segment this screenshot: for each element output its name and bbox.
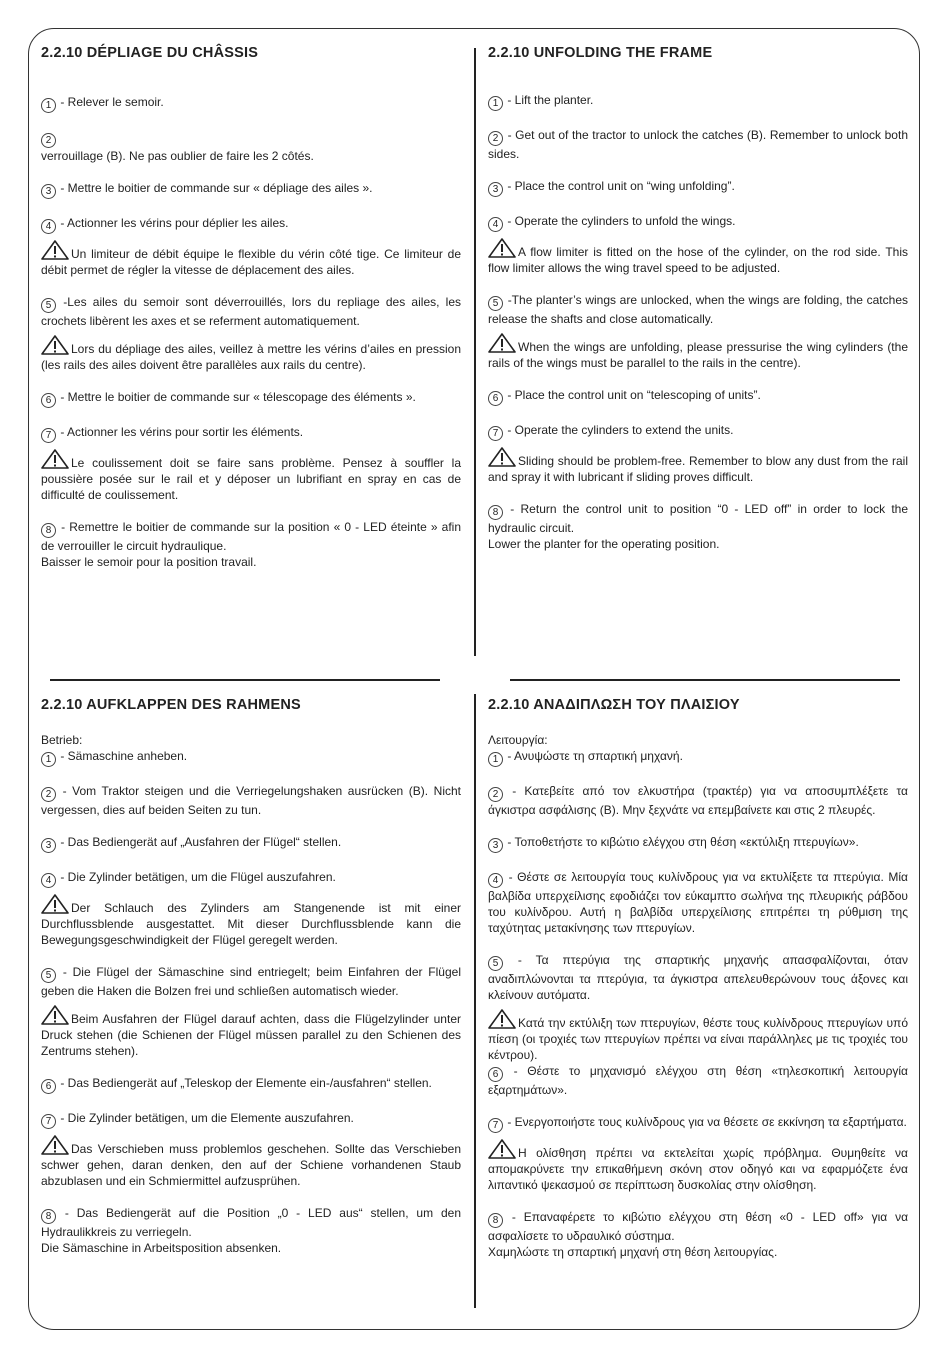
warning-text: Beim Ausfahren der Flügel darauf achten, dass die Flügelzylinder unter Druck stehen (die Schienen der Flügel müssen parallel zu den Schienen des Zentrums stehen). <box>41 1012 461 1058</box>
step-number-5: 5 <box>488 296 503 311</box>
warning-text: Un limiteur de débit équipe le flexible du vérin côté tige. Ce limiteur de débit permet de régler la vitesse de déplacement des ailes. <box>41 247 461 277</box>
step-7: - Operate the cylinders to extend the units. <box>507 423 734 437</box>
warning-icon <box>41 449 69 469</box>
warning-icon <box>488 447 516 467</box>
step-number-7: 7 <box>41 1114 56 1129</box>
step-number-5: 5 <box>488 956 503 971</box>
warning-text: Das Verschieben muss problemlos geschehen. Sollte das Verschieben schwer gehen, daran denken, den auf der Schiene vorhandenen Staub abzublasen und ein Schmiermittel aufzusprühen. <box>41 1142 461 1188</box>
warning-icon <box>41 894 69 914</box>
step-1: - Lift the planter. <box>507 93 594 107</box>
step-4: - Θέστε σε λειτουργία τους κυλίνδρους για να εκτυλίξετε τα πτερύγια. Μία βαλβίδα υπερχείλισης εφοδιάζει τον εύκαμπτο σωλήνα της πλευρικής ράβδου του κυλίνδρου. Αυτή η βαλβίδα υπερχείλισης επιτρέπει τη ρύθμιση της ταχύτητας μετακίνησης των πτερυγίων. <box>488 870 908 935</box>
step-1: - Relever le semoir. <box>60 95 164 109</box>
step-number-3: 3 <box>488 182 503 197</box>
step-2: - Get out of the tractor to unlock the catches (B). Remember to unlock both sides. <box>488 128 908 161</box>
step-7: - Actionner les vérins pour sortir les éléments. <box>60 425 304 439</box>
step-8-note: Lower the planter for the operating position. <box>488 537 720 551</box>
step-number-5: 5 <box>41 968 56 983</box>
warning-text: Η ολίσθηση πρέπει να εκτελείται χωρίς πρόβλημα. Θυμηθείτε να απομακρύνετε την επικαθήμενη σκόνη στον οδηγό και να εφαρμόζετε ένα λιπαντικό ψεκασμού σε περίπτωση δυσκολίας στην ολίσθηση. <box>488 1146 908 1192</box>
step-4: - Die Zylinder betätigen, um die Flügel auszufahren. <box>60 870 336 884</box>
step-8: - Remettre le boitier de commande sur la position « 0 - LED éteinte » afin de verrouiller le circuit hydraulique. <box>41 520 461 553</box>
step-8-note: Die Sämaschine in Arbeitsposition absenken. <box>41 1241 282 1255</box>
step-number-4: 4 <box>488 873 503 888</box>
step-number-2: 2 <box>41 133 56 148</box>
step-4: - Actionner les vérins pour déplier les ailes. <box>60 216 289 230</box>
warning-text: A flow limiter is fitted on the hose of the cylinder, on the rod side. This flow limiter allows the wing travel speed to be adjusted. <box>488 245 908 275</box>
step-5: -Les ailes du semoir sont déverrouillés, lors du repliage des ailes, les crochets libèrent les axes et se referment automatiquement. <box>41 295 461 328</box>
step-6: - Das Bediengerät auf „Teleskop der Elemente ein-/ausfahren“ stellen. <box>60 1076 432 1090</box>
step-number-7: 7 <box>488 1118 503 1133</box>
step-number-6: 6 <box>41 1079 56 1094</box>
section-title: 2.2.10 UNFOLDING THE FRAME <box>488 45 713 61</box>
step-number-2: 2 <box>41 787 56 802</box>
warning-icon <box>41 1135 69 1155</box>
step-number-8: 8 <box>488 1213 503 1228</box>
step-number-2: 2 <box>488 787 503 802</box>
step-4: - Operate the cylinders to unfold the wings. <box>507 214 736 228</box>
warning-text: Κατά την εκτύλιξη των πτερυγίων, θέστε τους κυλίνδρους πτερυγίων υπό πίεση (οι τροχιές των πτερυγίων πρέπει να είναι παράλληλες με τις τροχιές του κέντρου). <box>488 1016 908 1062</box>
step-2: - Κατεβείτε από τον ελκυστήρα (τρακτέρ) για να αποσυμπλέξετε τα άγκιστρα ασφάλισης (B). Μην ξεχνάτε να επεμβαίνετε και στις 2 πλευρές. <box>488 784 908 817</box>
step-number-2: 2 <box>488 131 503 146</box>
warning-icon <box>488 333 516 353</box>
step-number-4: 4 <box>41 219 56 234</box>
step-3: - Mettre le boitier de commande sur « dépliage des ailes ». <box>60 181 373 195</box>
column-divider-top <box>474 48 476 656</box>
step-8: - Επαναφέρετε το κιβώτιο ελέγχου στη θέση «0 - LED off» για να ασφαλίσετε το υδραυλικό σύστημα. <box>488 1210 908 1243</box>
step-5: -The planter’s wings are unlocked, when the wings are folding, the catches release the shafts and close automatically. <box>488 293 908 326</box>
step-number-1: 1 <box>488 96 503 111</box>
step-number-3: 3 <box>41 184 56 199</box>
warning-icon <box>41 1005 69 1025</box>
step-2: verrouillage (B). Ne pas oublier de faire les 2 côtés. <box>41 149 314 163</box>
step-3: - Τοποθετήστε το κιβώτιο ελέγχου στη θέση «εκτύλιξη πτερυγίων». <box>507 835 859 849</box>
step-number-6: 6 <box>41 393 56 408</box>
step-number-8: 8 <box>488 505 503 520</box>
intro-label: Λειτουργία: <box>488 733 548 747</box>
warning-icon <box>488 1139 516 1159</box>
step-number-1: 1 <box>41 98 56 113</box>
warning-text: Der Schlauch des Zylinders am Stangenende ist mit einer Durchflussblende ausgestattet. Mit dieser Durchflussblende kann die Bewegungsgeschwindigkeit der Flügel geregelt werden. <box>41 901 461 947</box>
step-number-1: 1 <box>488 752 503 767</box>
step-7: - Ενεργοποιήστε τους κυλίνδρους για να θέσετε σε εκκίνηση τα εξαρτήματα. <box>507 1115 907 1129</box>
step-8-note: Baisser le semoir pour la position travail. <box>41 555 257 569</box>
step-number-6: 6 <box>488 391 503 406</box>
step-3: - Das Bediengerät auf „Ausfahren der Flügel“ stellen. <box>60 835 342 849</box>
step-8: - Das Bediengerät auf die Position „0 - LED aus“ stellen, um den Hydraulikkreis zu verriegeln. <box>41 1206 461 1239</box>
step-number-8: 8 <box>41 523 56 538</box>
column-divider-bottom <box>474 694 476 1308</box>
warning-icon <box>488 238 516 258</box>
section-divider-right <box>510 679 900 681</box>
section-divider-left <box>50 679 440 681</box>
section-french <box>41 44 461 586</box>
step-1: - Ανυψώστε τη σπαρτική μηχανή. <box>507 749 683 763</box>
section-greek <box>488 696 908 1276</box>
step-number-5: 5 <box>41 298 56 313</box>
step-number-7: 7 <box>488 426 503 441</box>
step-1: - Sämaschine anheben. <box>60 749 188 763</box>
warning-icon <box>41 240 69 260</box>
step-7: - Die Zylinder betätigen, um die Elemente auszufahren. <box>60 1111 354 1125</box>
warning-text: Le coulissement doit se faire sans problème. Pensez à souffler la poussière posée sur le rail et y déposer un lubrifiant en spray en cas de difficulté de coulissement. <box>41 456 461 502</box>
step-5: - Τα πτερύγια της σπαρτικής μηχανής απασφαλίζονται, όταν αναδιπλώνονται τα πτερύγια, τα άγκιστρα απελευθερώνουν τους άξονες και κλείνουν αυτόματα. <box>488 953 908 1002</box>
step-5: - Die Flügel der Sämaschine sind entriegelt; beim Einfahren der Flügel geben die Haken die Bolzen frei und schließen automatisch wieder. <box>41 965 461 998</box>
section-title: 2.2.10 AUFKLAPPEN DES RAHMENS <box>41 697 301 713</box>
warning-text: Sliding should be problem-free. Remember to blow any dust from the rail and spray it with lubricant if sliding proves difficult. <box>488 454 908 484</box>
section-title: 2.2.10 ΑΝΑΔΙΠΛΩΣΗ ΤΟΥ ΠΛΑΙΣΙΟΥ <box>488 697 740 713</box>
step-number-7: 7 <box>41 428 56 443</box>
warning-icon <box>488 1009 516 1029</box>
step-3: - Place the control unit on “wing unfolding”. <box>507 179 735 193</box>
step-number-3: 3 <box>488 838 503 853</box>
step-number-8: 8 <box>41 1209 56 1224</box>
warning-text: When the wings are unfolding, please pressurise the wing cylinders (the rails of the wings must be parallel to the rails in the centre). <box>488 340 908 370</box>
section-german <box>41 696 461 1272</box>
step-number-3: 3 <box>41 838 56 853</box>
step-6: - Θέστε το μηχανισμό ελέγχου στη θέση «τηλεσκοπική λειτουργία εξαρτημάτων». <box>488 1064 908 1097</box>
step-number-6: 6 <box>488 1067 503 1082</box>
step-number-4: 4 <box>488 217 503 232</box>
warning-text: Lors du dépliage des ailes, veillez à mettre les vérins d’ailes en pression (les rails des ailes doivent être parallèles aux rails du centre). <box>41 342 461 372</box>
step-number-4: 4 <box>41 873 56 888</box>
step-number-1: 1 <box>41 752 56 767</box>
section-title: 2.2.10 DÉPLIAGE DU CHÂSSIS <box>41 45 259 61</box>
section-english <box>488 44 908 568</box>
warning-icon <box>41 335 69 355</box>
step-6: - Mettre le boitier de commande sur « télescopage des éléments ». <box>60 390 416 404</box>
step-2: - Vom Traktor steigen und die Verriegelungshaken ausrücken (B). Nicht vergessen, dies auf beiden Seiten zu tun. <box>41 784 462 817</box>
step-8: - Return the control unit to position “0 - LED off” in order to lock the hydraulic circuit. <box>488 502 909 535</box>
intro-label: Betrieb: <box>41 733 83 747</box>
step-8-note: Χαμηλώστε τη σπαρτική μηχανή στη θέση λειτουργίας. <box>488 1245 778 1259</box>
step-6: - Place the control unit on “telescoping of units”. <box>507 388 761 402</box>
